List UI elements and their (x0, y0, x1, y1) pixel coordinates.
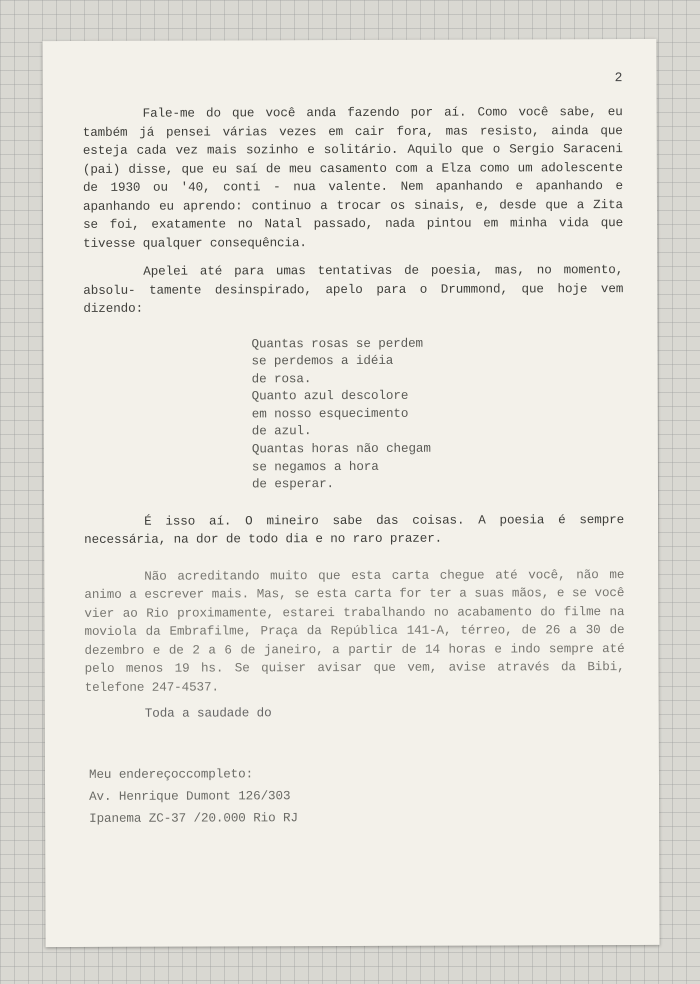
letter-page (42, 39, 659, 947)
address-line-1: Av. Henrique Dumont 126/303 (89, 789, 291, 804)
poem-line: Quantas rosas se perdem (251, 336, 424, 351)
address-label: Meu endereçoccompleto: (88, 767, 254, 782)
poem-line: se perdemos a idéia (251, 353, 394, 369)
poem-line: se negamos a hora (251, 459, 379, 475)
address-line-2: Ipanema ZC-37 /20.000 Rio RJ (89, 811, 298, 826)
address-block (89, 762, 625, 830)
page-number: 2 (614, 70, 623, 86)
closing-line: Toda a saudade do (144, 706, 272, 722)
poem-quote (251, 335, 624, 495)
poem-line: de rosa. (251, 371, 312, 387)
paragraph-2: Apelei até para umas tentativas de poesia, mas, no momento, absolu- tamente desinspirado, apelo para o Drummond, que hoje vem dizendo: (83, 263, 624, 316)
paragraph-4: Não acreditando muito que esta carta chegue até você, não me animo a escrever mais. Mas, se esta carta for ter a suas mãos, e se você vier ao Rio proximamente, estarei trabalhando no acabamento do filme na moviola da Embrafilme, Praça da República 141-A, térreo, de 26 a 30 de dezembro e de 2 a 6 de janeiro, a partir de 14 horas e indo sempre até pelo menos 19 hs. Se quiser avisar que vem, avise através da Bibi, telefone 247-4537. (84, 567, 625, 695)
poem-line: em nosso esquecimento (251, 406, 409, 422)
paragraph-3: É isso aí. O mineiro sabe das coisas. A poesia é sempre necessária, na dor de todo dia e no raro prazer. (84, 512, 625, 548)
poem-line: de azul. (251, 424, 312, 439)
paragraph-1: Fale-me do que você anda fazendo por aí. Como você sabe, eu também já pensei várias vezes em cair fora, mas resisto, ainda que esteja cada vez mais sozinho e solitário. Aquilo que o Sergio Saraceni (pai) disse, que eu saí de meu casamento com a Elza como um adolescente de 1930 ou '40, conti - nua valente. Nem apanhando e apanhando e apanhando eu aprendo: continuo a trocar os sinais, e, desde que a Zita se foi, exatamente no Natal passado, nada pintou em minha vida que tivesse qualquer consequência. (82, 105, 624, 251)
letter-body (83, 103, 626, 830)
poem-line: de esperar. (251, 477, 335, 492)
poem-line: Quantas horas não chegam (251, 441, 431, 457)
poem-line: Quanto azul descolore (251, 389, 409, 404)
